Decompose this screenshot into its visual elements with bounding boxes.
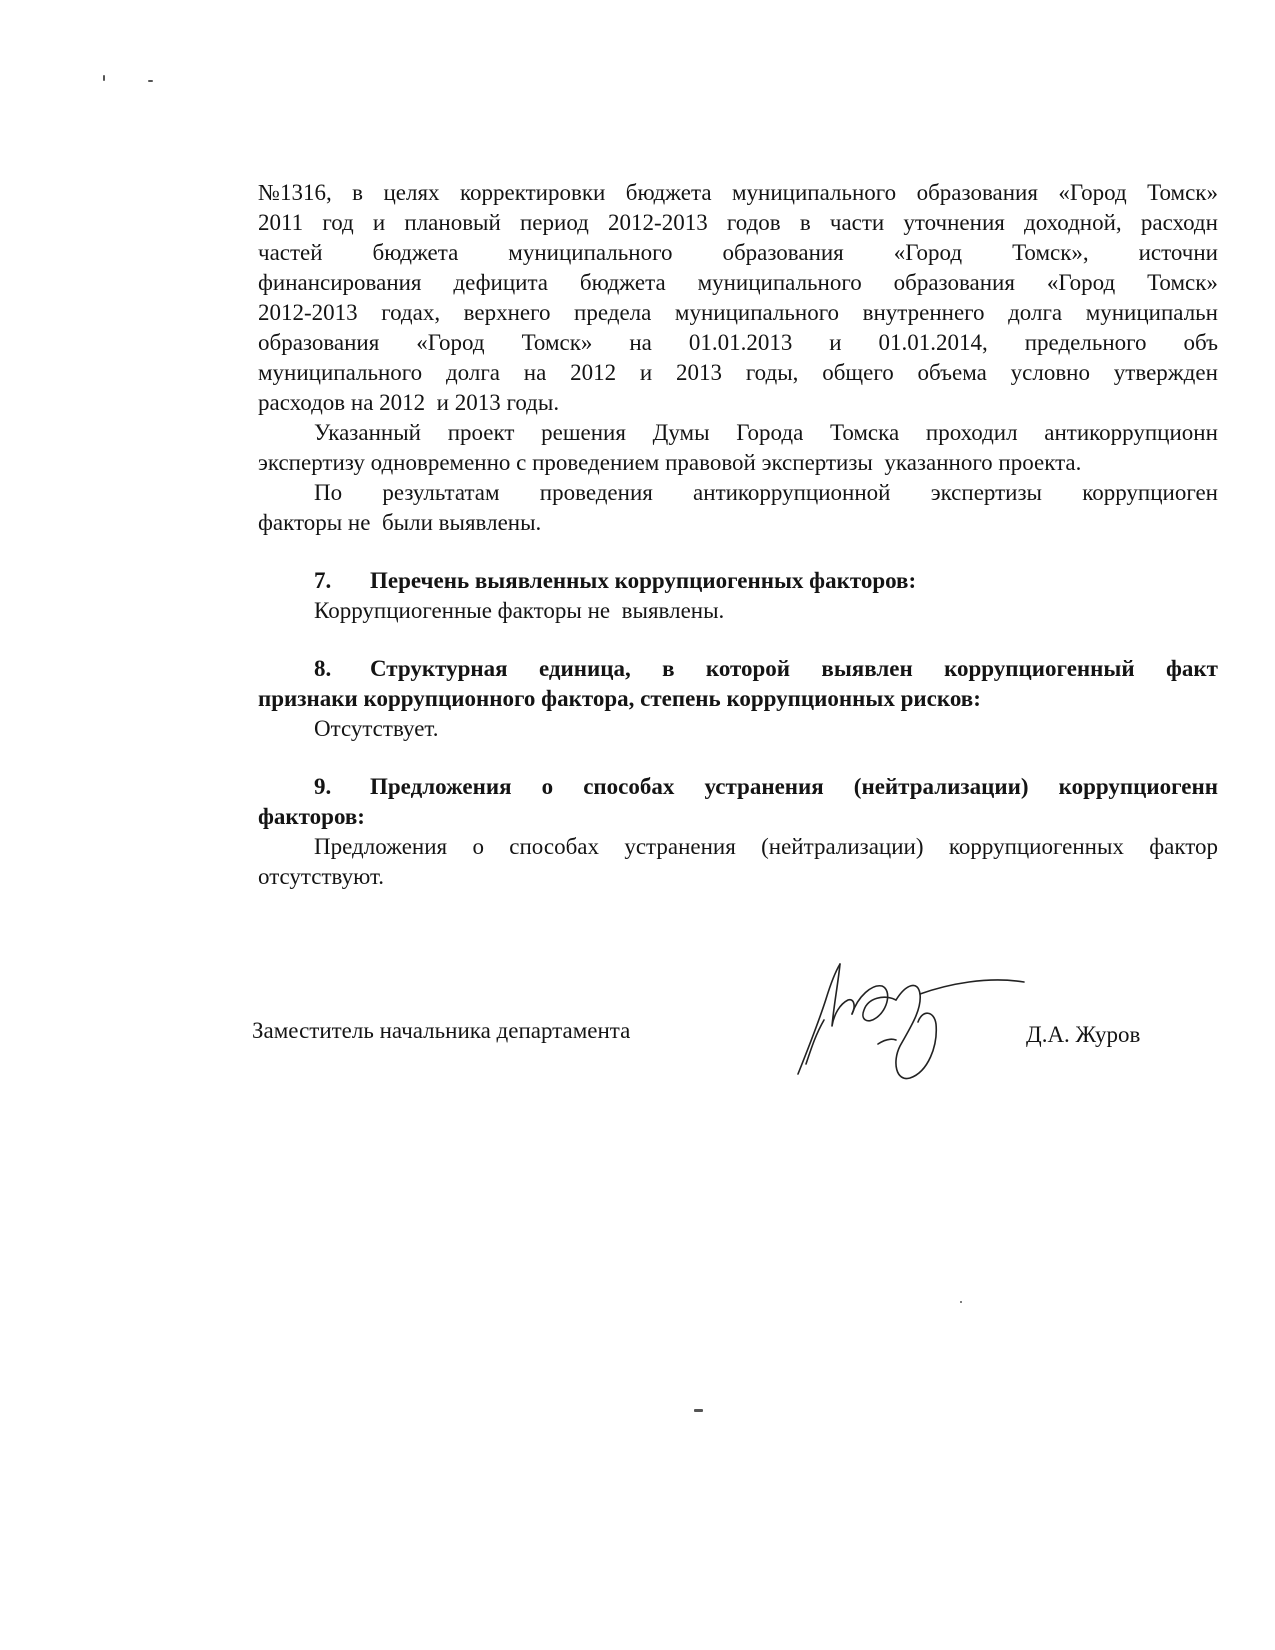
word: Томск» [1147, 180, 1218, 205]
word: уточнения [903, 210, 1005, 235]
signatory-name: Д.А. Журов [1026, 1022, 1141, 1047]
word: частей [258, 240, 323, 265]
word: муниципального [731, 180, 897, 205]
word: 2012-2013 [258, 300, 358, 325]
word: способах [583, 774, 675, 799]
spacer [258, 626, 1218, 654]
paragraph-budget-correction [258, 178, 1218, 418]
word: объ [1183, 330, 1218, 355]
word: которой [705, 656, 791, 681]
word: образования [893, 270, 1015, 295]
word: проходил [925, 420, 1018, 445]
word: 2011 [258, 210, 304, 235]
text-line: экспертизу одновременно с проведением правовой экспертизы указанного проекта. [258, 450, 1082, 475]
word: на [629, 330, 652, 355]
section-title: Перечень выявленных коррупциогенных факторов: [370, 568, 917, 593]
word: Структурная [370, 656, 508, 681]
spacer [258, 744, 1218, 772]
word: о [541, 774, 554, 799]
word: муниципального [508, 240, 673, 265]
word: бюджета [625, 180, 712, 205]
word: верхнего [463, 300, 551, 325]
word: муниципальн [1085, 300, 1218, 325]
word: объема [917, 360, 987, 385]
word: год [322, 210, 354, 235]
word: Указанный [314, 420, 421, 445]
word: предела [574, 300, 652, 325]
section-body: Коррупциогенные факторы не выявлены. [314, 598, 725, 623]
word: 2012-2013 [608, 210, 708, 235]
section-heading [258, 654, 1218, 684]
scan-speck [960, 1301, 962, 1303]
word: (нейтрализации) [853, 774, 1029, 799]
word: в [662, 656, 675, 681]
word: и [372, 210, 386, 235]
word: о [472, 834, 484, 859]
section-title [370, 772, 1218, 802]
scan-speck [694, 1409, 703, 1412]
word: части [829, 210, 885, 235]
word: результатам [382, 480, 500, 505]
word: проведения [539, 480, 653, 505]
handwritten-signature [788, 954, 1028, 1094]
word: корректировки [460, 180, 606, 205]
scan-speck [148, 80, 153, 82]
word: годах, [381, 300, 441, 325]
word: образования [916, 180, 1038, 205]
section-number: 8. [314, 656, 332, 681]
word: предельного [1024, 330, 1147, 355]
word: Предложения [370, 774, 512, 799]
word: муниципального [697, 270, 862, 295]
section-title-continuation: факторов: [258, 804, 365, 829]
signatory-position: Заместитель начальника департамента [252, 1018, 631, 1043]
word: Томска [830, 420, 900, 445]
word: устранения [624, 834, 736, 859]
signature-block [252, 1016, 1252, 1106]
word: Думы [652, 420, 710, 445]
word: условно [1010, 360, 1090, 385]
word: и [829, 330, 842, 355]
word: и [639, 360, 653, 385]
word: дефицита [453, 270, 548, 295]
section-body: Отсутствует. [314, 716, 439, 741]
word: Предложения [314, 834, 448, 859]
word: коррупциогенн [1058, 774, 1218, 799]
word: бюджета [579, 270, 666, 295]
word: в [799, 210, 811, 235]
word: годы, [745, 360, 799, 385]
word: 01.01.2014, [878, 330, 988, 355]
word: муниципального [258, 360, 423, 385]
word: №1316, [258, 180, 332, 205]
word: Томск», [1012, 240, 1089, 265]
text-line [258, 478, 1218, 508]
text-line: расходов на 2012 и 2013 годы. [258, 390, 560, 415]
word: «Город [1046, 270, 1116, 295]
word: антикоррупционной [693, 480, 891, 505]
section-body [258, 832, 1218, 862]
word: проект [447, 420, 515, 445]
word: расходн [1140, 210, 1218, 235]
word: коррупциоген [1082, 480, 1218, 505]
section-title-continuation: признаки коррупционного фактора, степень коррупционных рисков: [258, 686, 981, 711]
text-line [258, 208, 1218, 238]
section-7 [258, 566, 1218, 626]
word: экспертизы [930, 480, 1042, 505]
word: на [523, 360, 547, 385]
word: По [314, 480, 343, 505]
spacer [258, 538, 1218, 566]
word: целях [383, 180, 440, 205]
word: способах [509, 834, 599, 859]
word: антикоррупционн [1044, 420, 1218, 445]
word: утвержден [1113, 360, 1218, 385]
word: бюджета [372, 240, 459, 265]
word: 01.01.2013 [688, 330, 793, 355]
word: муниципального [674, 300, 840, 325]
word: коррупциогенный [944, 656, 1135, 681]
word: факт [1165, 656, 1218, 681]
section-8 [258, 654, 1218, 744]
section-number: 9. [314, 774, 332, 799]
word: «Город [1058, 180, 1127, 205]
word: (нейтрализации) [761, 834, 924, 859]
word: устранения [704, 774, 824, 799]
document-body [258, 178, 1218, 892]
section-heading [258, 566, 1218, 596]
text-line: факторы не были выявлены. [258, 510, 542, 535]
word: 2013 [676, 360, 723, 385]
text-line [258, 358, 1218, 388]
paragraph-results [258, 478, 1218, 538]
word: образования [722, 240, 844, 265]
scan-speck [103, 75, 105, 81]
word: финансирования [258, 270, 422, 295]
word: фактор [1149, 834, 1218, 859]
word: общего [822, 360, 894, 385]
word: период [520, 210, 589, 235]
paragraph-expertise [258, 418, 1218, 478]
word: единица, [538, 656, 631, 681]
word: долга [1008, 300, 1063, 325]
text-line [258, 268, 1218, 298]
text-line [258, 178, 1218, 208]
word: «Город [893, 240, 963, 265]
word: Томск» [521, 330, 593, 355]
text-line [258, 298, 1218, 328]
text-line [258, 238, 1218, 268]
word: решения [541, 420, 626, 445]
word: плановый [404, 210, 501, 235]
word: годов [726, 210, 781, 235]
word: Города [736, 420, 804, 445]
word: внутреннего [862, 300, 985, 325]
section-number: 7. [314, 568, 332, 593]
word: долга [445, 360, 500, 385]
word: 2012 [570, 360, 617, 385]
word: Томск» [1147, 270, 1218, 295]
section-title [370, 654, 1218, 684]
section-heading [258, 772, 1218, 802]
text-line [258, 328, 1218, 358]
word: источни [1138, 240, 1218, 265]
section-9 [258, 772, 1218, 892]
section-body: отсутствуют. [258, 864, 385, 889]
text-line [258, 418, 1218, 448]
word: образования [258, 330, 380, 355]
word: в [352, 180, 364, 205]
word: доходной, [1024, 210, 1122, 235]
word: «Город [416, 330, 485, 355]
word: выявлен [821, 656, 913, 681]
word: коррупциогенных [948, 834, 1124, 859]
